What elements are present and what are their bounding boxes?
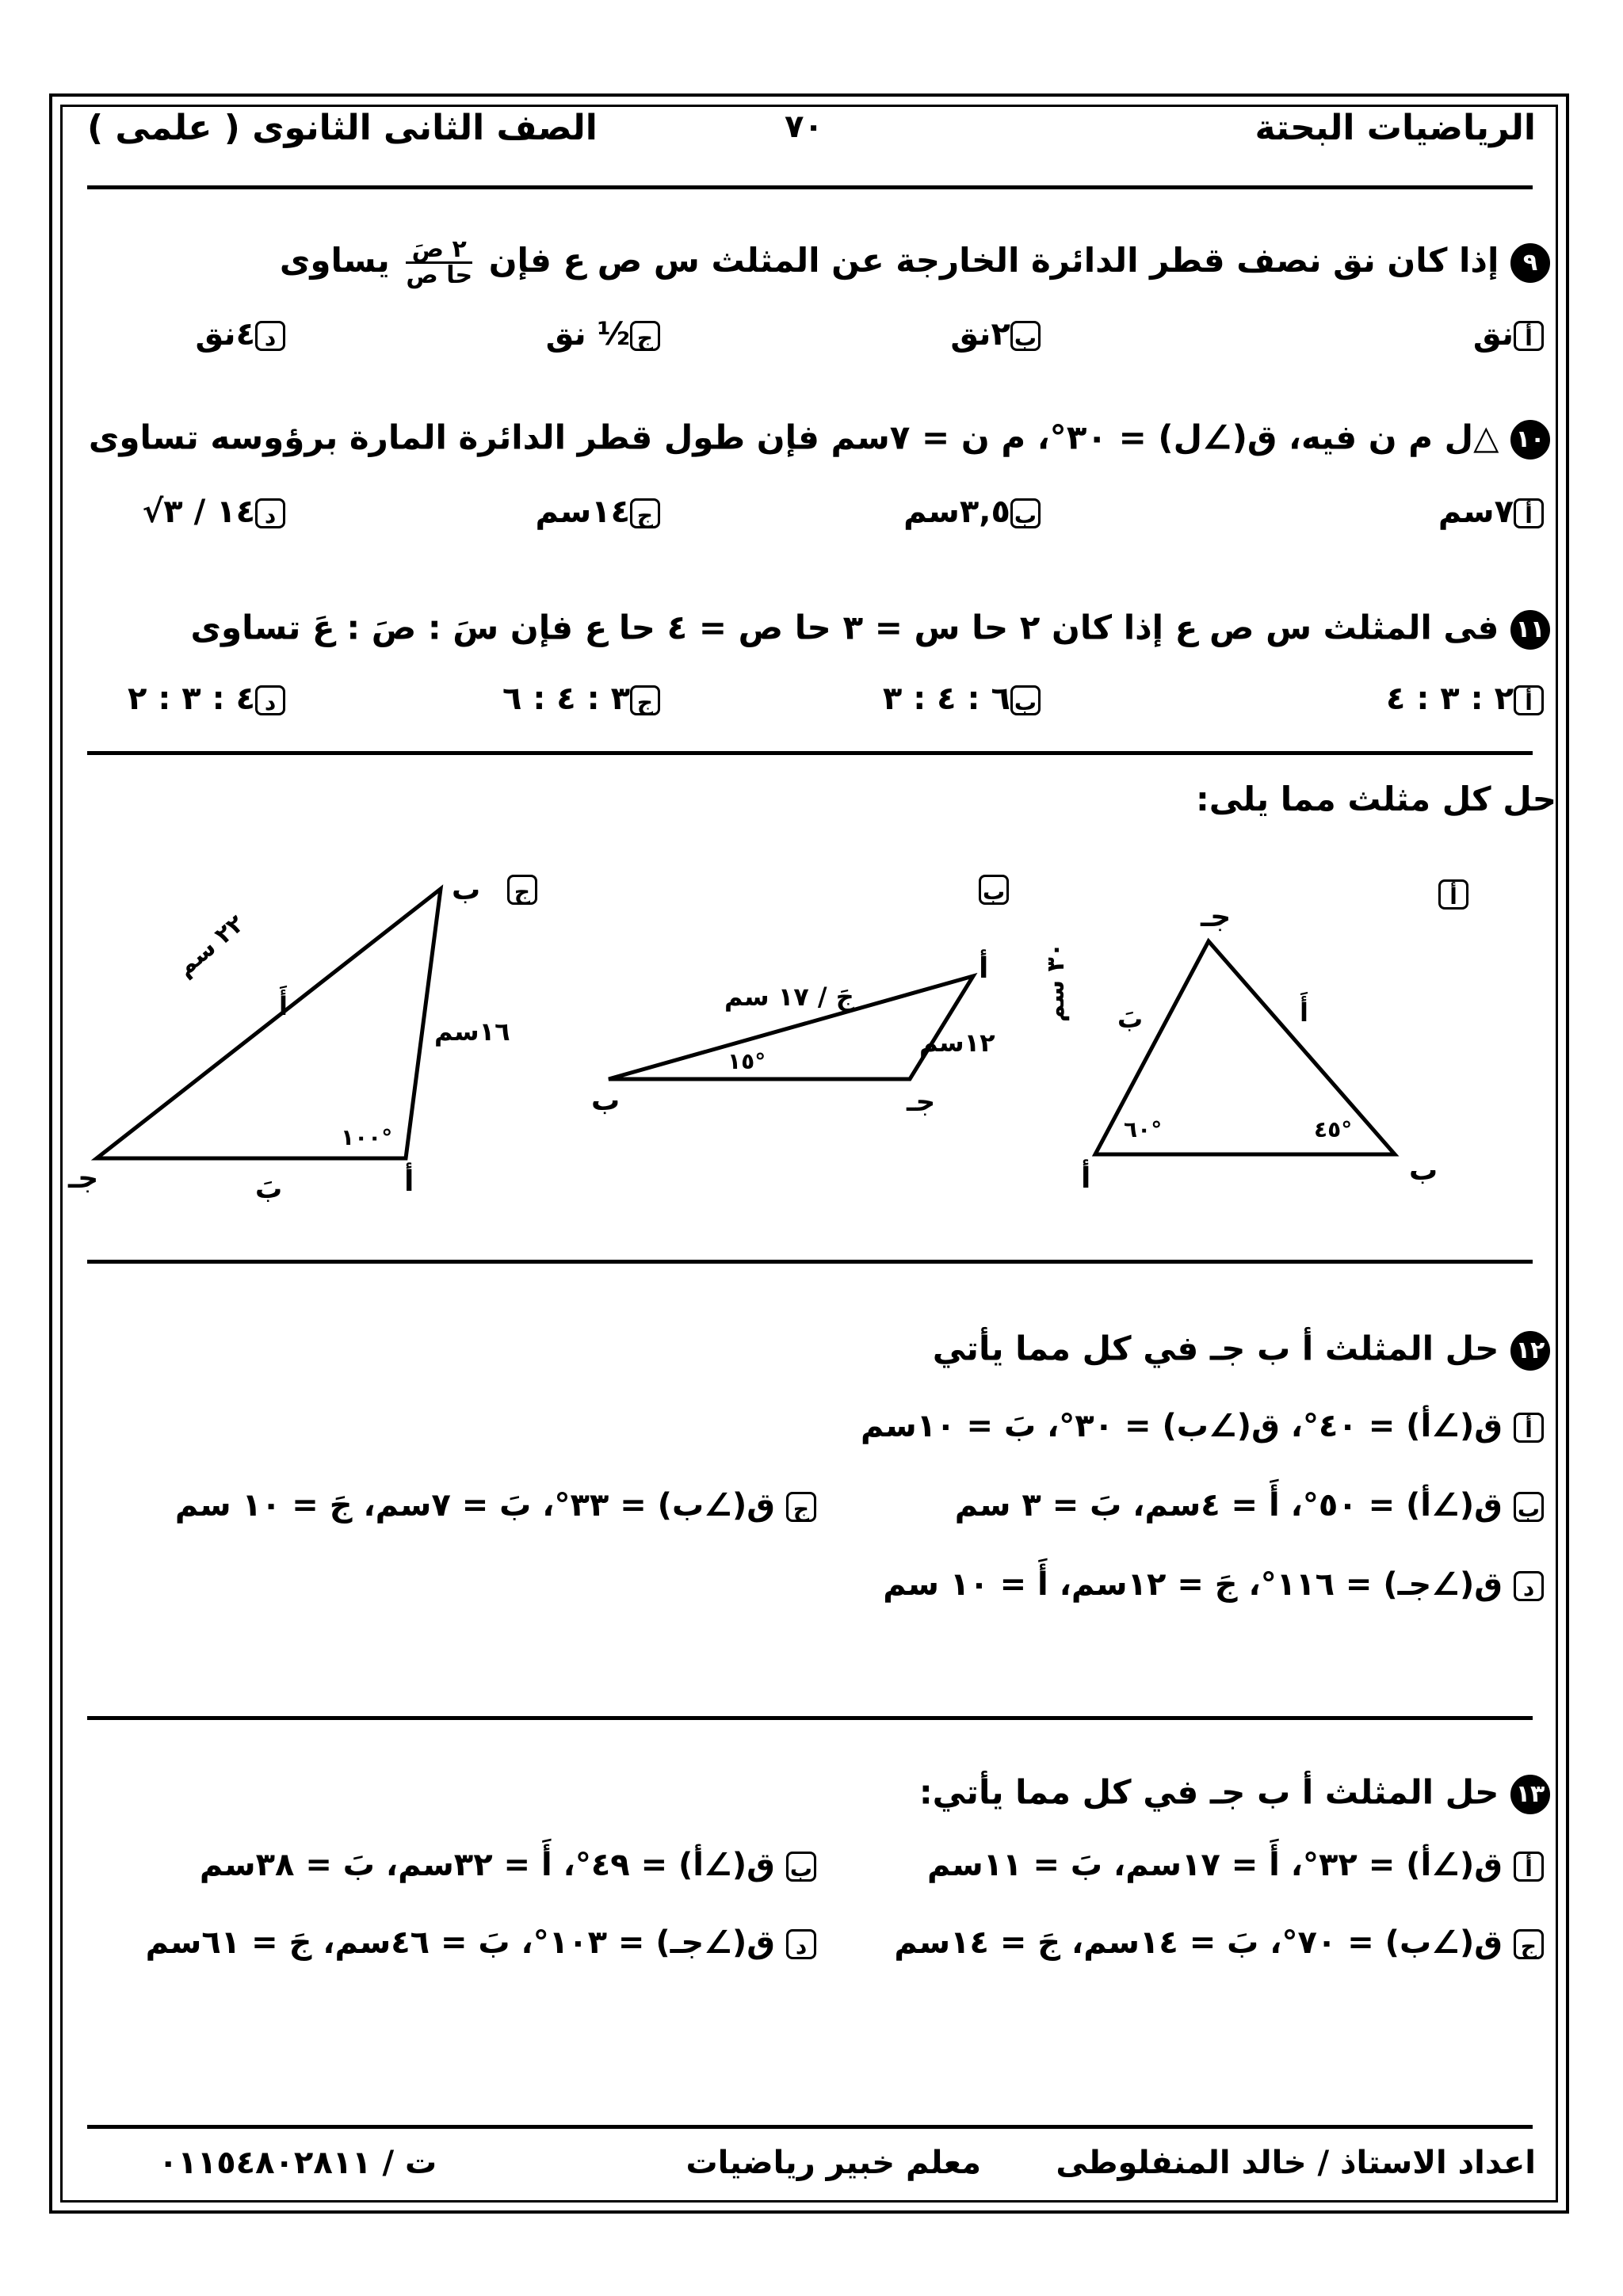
triangle-c-vertex-right: أ — [404, 1165, 414, 1198]
triangle-a-side-left-value: ٣٠ سم — [1042, 942, 1070, 1022]
q11-option-b[interactable]: ب٦ : ٤ : ٣ — [883, 683, 1041, 715]
triangle-a-side-right: أَ — [1300, 997, 1308, 1028]
q13-item-b: ب ق(∠أ) = ٤٩°، أَ = ٣٢سم، بَ = ٣٨سم — [200, 1849, 816, 1882]
header-page-number: ٧٠ — [785, 109, 823, 145]
question-number-badge: ٩ — [1510, 243, 1550, 283]
triangle-b-vertex-top: أ — [979, 952, 989, 985]
section-divider — [87, 1716, 1533, 1720]
q9-option-b[interactable]: ب٢نق — [950, 318, 1041, 351]
question-number-badge: ١٣ — [1510, 1775, 1550, 1814]
triangle-a-vertex-right: ب — [1409, 1154, 1438, 1187]
footer-role: معلم خبير رياضيات — [685, 2145, 981, 2181]
triangle-b-label: ب — [979, 875, 1009, 905]
triangle-a-vertex-left: أ — [1081, 1162, 1091, 1195]
question-number-badge: ١٢ — [1510, 1331, 1550, 1371]
header-subject: الرياضيات البحتة — [1254, 108, 1536, 148]
triangle-b-side-top: جَ / ١٧ سم — [724, 982, 854, 1012]
question-13 — [918, 1772, 1550, 1814]
triangle-c-angle: ١٠٠° — [341, 1124, 393, 1150]
q10-option-a[interactable]: أ٧سم — [1438, 496, 1544, 528]
triangle-c-side-hyp: أَ — [279, 991, 288, 1021]
question-9-tail: يساوى — [279, 241, 390, 280]
q12-item-a: أ ق(∠أ) = ٤٠°، ق(∠ب) = ٣٠°، بَ = ١٠سم — [861, 1410, 1544, 1443]
header-grade: الصف الثانى الثانوى ( علمى ) — [87, 108, 598, 148]
triangle-c-side-hyp-value: ٢٢ سم — [171, 910, 250, 982]
q13-item-d: د ق(∠جـ) = ١٠٣°، بَ = ٤٦سم، جَ = ٦١سم — [146, 1927, 816, 1959]
question-9-text: إذا كان نق نصف قطر الدائرة الخارجة عن المثلث س ص ع فإن — [488, 241, 1499, 280]
triangles-title: حل كل مثلث مما يلى: — [1195, 780, 1556, 818]
triangle-b-vertex-bottom: جـ — [907, 1086, 936, 1118]
triangle-a-angle-left: ٦٠° — [1124, 1116, 1163, 1142]
triangle-b-side-right: ١٢سم — [919, 1028, 995, 1058]
q11-option-d[interactable]: د٤ : ٣ : ٢ — [128, 683, 285, 715]
question-10-text: △ل م ن فيه، ق(∠ل) = ٣٠°، م ن = ٧سم فإن طول قطر الدائرة المارة برؤوسه تساوى — [88, 418, 1499, 457]
question-9-fraction: ٢ صَ حا ص — [406, 235, 473, 289]
footer-author: اعداد الاستاذ / خالد المنفلوطى — [1056, 2145, 1536, 2181]
q10-option-b[interactable]: ب٣,٥سم — [903, 496, 1041, 528]
q13-item-c: ج ق(∠ب) = ٧٠°، بَ = ١٤سم، جَ = ١٤سم — [894, 1927, 1544, 1959]
triangle-c-vertex-top: ب — [452, 874, 481, 906]
triangle-c-vertex-left: جـ — [68, 1162, 99, 1195]
question-11-text: فى المثلث س ص ع إذا كان ٢ حا س = ٣ حا ص = ٤ حا ع فإن سَ : صَ : عَ تساوى — [190, 608, 1499, 647]
footer-phone: ت / ٠١١٥٤٨٠٢٨١١ — [158, 2145, 437, 2181]
q9-option-d[interactable]: د٤نق — [196, 318, 286, 351]
q12-item-d: د ق(∠جـ) = ١١٦°، جَ = ١٢سم، أَ = ١٠ سم — [883, 1569, 1544, 1601]
triangle-b-angle: ١٥° — [727, 1048, 766, 1074]
q13-item-a: أ ق(∠أ) = ٣٢°، أَ = ١٧سم، بَ = ١١سم — [927, 1849, 1544, 1882]
question-13-title: حل المثلث أ ب جـ في كل مما يأتي: — [918, 1772, 1499, 1812]
triangle-b-vertex-left: ب — [591, 1085, 621, 1117]
q10-option-d[interactable]: د١٤ / ٣√ — [143, 496, 285, 528]
question-number-badge: ١١ — [1510, 610, 1550, 650]
question-12-title: حل المثلث أ ب جـ في كل مما يأتي — [932, 1329, 1499, 1368]
triangle-c-side-bottom: بَ — [255, 1173, 283, 1205]
q12-item-b: ب ق(∠أ) = ٥٠°، أَ = ٤سم، بَ = ٣ سم — [955, 1489, 1544, 1522]
q12-item-c: ج ق(∠ب) = ٣٣°، بَ = ٧سم، جَ = ١٠ سم — [175, 1489, 816, 1522]
triangle-c — [97, 889, 441, 1158]
question-number-badge: ١٠ — [1510, 420, 1550, 460]
question-12 — [933, 1331, 1550, 1371]
q9-option-c[interactable]: ج½ نق — [546, 318, 660, 351]
q11-option-a[interactable]: أ٢ : ٣ : ٤ — [1386, 683, 1544, 715]
triangle-a-vertex-top: جـ — [1201, 901, 1232, 933]
q9-option-a[interactable]: أنق — [1473, 318, 1544, 351]
triangle-a-angle-right: ٤٥° — [1314, 1116, 1353, 1142]
triangle-c-label: ج — [507, 875, 537, 905]
footer-divider — [87, 2125, 1533, 2129]
q10-option-c[interactable]: ج١٤سم — [535, 496, 660, 528]
triangle-a-label: أ — [1438, 879, 1468, 910]
q11-option-c[interactable]: ج٣ : ٤ : ٦ — [502, 683, 660, 715]
section-divider — [87, 1260, 1533, 1264]
triangle-c-side-right: ١٦سم — [434, 1016, 510, 1047]
triangle-a-side-left: بَ — [1117, 1004, 1144, 1034]
